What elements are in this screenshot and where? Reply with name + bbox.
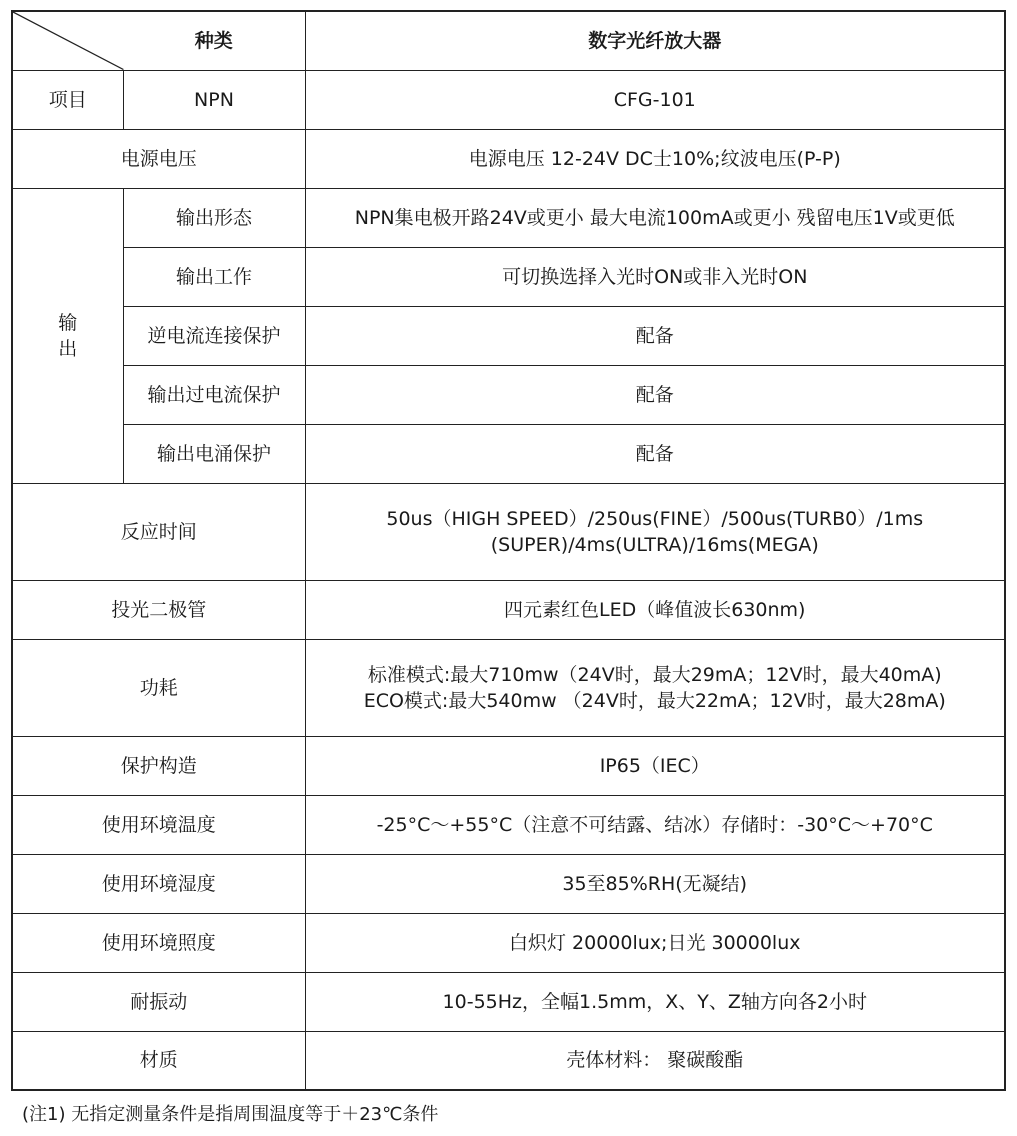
temperature-label: 使用环境温度 (12, 795, 305, 854)
illuminance-value: 白炽灯 20000lux;日光 30000lux (305, 913, 1005, 972)
vibration-row (12, 972, 1005, 1031)
consumption-value-line-2: ECO模式:最大540mw （24V时，最大22mA；12V时，最大28mA) (363, 689, 946, 712)
response-row (12, 483, 1005, 580)
protection-row (12, 736, 1005, 795)
humidity-value: 35至85%RH(无凝结) (305, 854, 1005, 913)
temperature-row (12, 795, 1005, 854)
output-item-value: 配备 (305, 365, 1005, 424)
response-value (305, 483, 1005, 580)
humidity-row (12, 854, 1005, 913)
power-value: 电源电压 12-24V DC士10%;纹波电压(P-P) (305, 129, 1005, 188)
output-item-value: 配备 (305, 306, 1005, 365)
spec-table (11, 10, 1006, 1091)
diagonal-header-cell (12, 11, 305, 70)
response-value-line-1: 50us（HIGH SPEED）/250us(FINE）/500us(TURB0）/1ms (386, 507, 924, 530)
output-group-char-2: 出 (58, 337, 78, 360)
emitter-value: 四元素红色LED（峰值波长630nm) (305, 580, 1005, 639)
vibration-label: 耐振动 (12, 972, 305, 1031)
item-label: 项目 (12, 70, 123, 129)
consumption-row (12, 639, 1005, 736)
output-row (12, 365, 1005, 424)
footnote: (注1) 无指定测量条件是指周围温度等于＋23℃条件 (22, 1104, 439, 1125)
output-item-label: 输出过电流保护 (123, 365, 305, 424)
header-row (12, 11, 1005, 70)
kind-label: 种类 (194, 30, 233, 52)
material-row (12, 1031, 1005, 1090)
output-row (12, 188, 1005, 247)
humidity-label: 使用环境湿度 (12, 854, 305, 913)
material-label: 材质 (12, 1031, 305, 1090)
model-row (12, 70, 1005, 129)
temperature-value: -25°C～+55°C（注意不可结露、结冰）存储时：-30°C～+70°C (305, 795, 1005, 854)
emitter-row (12, 580, 1005, 639)
output-row (12, 306, 1005, 365)
vibration-value: 10-55Hz，全幅1.5mm，X、Y、Z轴方向各2小时 (305, 972, 1005, 1031)
output-group-char-1: 输 (58, 311, 78, 334)
illuminance-label: 使用环境照度 (12, 913, 305, 972)
consumption-label: 功耗 (12, 639, 305, 736)
consumption-value-line-1: 标准模式:最大710mw（24V时，最大29mA；12V时，最大40mA) (367, 663, 942, 686)
output-item-label: 输出电涌保护 (123, 424, 305, 483)
response-label: 反应时间 (12, 483, 305, 580)
power-label: 电源电压 (12, 129, 305, 188)
output-item-label: 输出形态 (123, 188, 305, 247)
output-item-value: NPN集电极开路24V或更小 最大电流100mA或更小 残留电压1V或更低 (305, 188, 1005, 247)
illuminance-row (12, 913, 1005, 972)
power-row (12, 129, 1005, 188)
output-item-value: 可切换选择入光时ON或非入光时ON (305, 247, 1005, 306)
output-item-label: 输出工作 (123, 247, 305, 306)
protection-value: IP65（IEC） (305, 736, 1005, 795)
consumption-value (305, 639, 1005, 736)
output-item-value: 配备 (305, 424, 1005, 483)
protection-label: 保护构造 (12, 736, 305, 795)
model-value: CFG-101 (305, 70, 1005, 129)
emitter-label: 投光二极管 (12, 580, 305, 639)
type-label: NPN (123, 70, 305, 129)
output-row (12, 424, 1005, 483)
material-value: 壳体材料： 聚碳酸酯 (305, 1031, 1005, 1090)
output-group-label (12, 188, 123, 483)
product-title: 数字光纤放大器 (305, 11, 1005, 70)
response-value-line-2: (SUPER)/4ms(ULTRA)/16ms(MEGA) (490, 533, 819, 556)
output-row (12, 247, 1005, 306)
output-item-label: 逆电流连接保护 (123, 306, 305, 365)
